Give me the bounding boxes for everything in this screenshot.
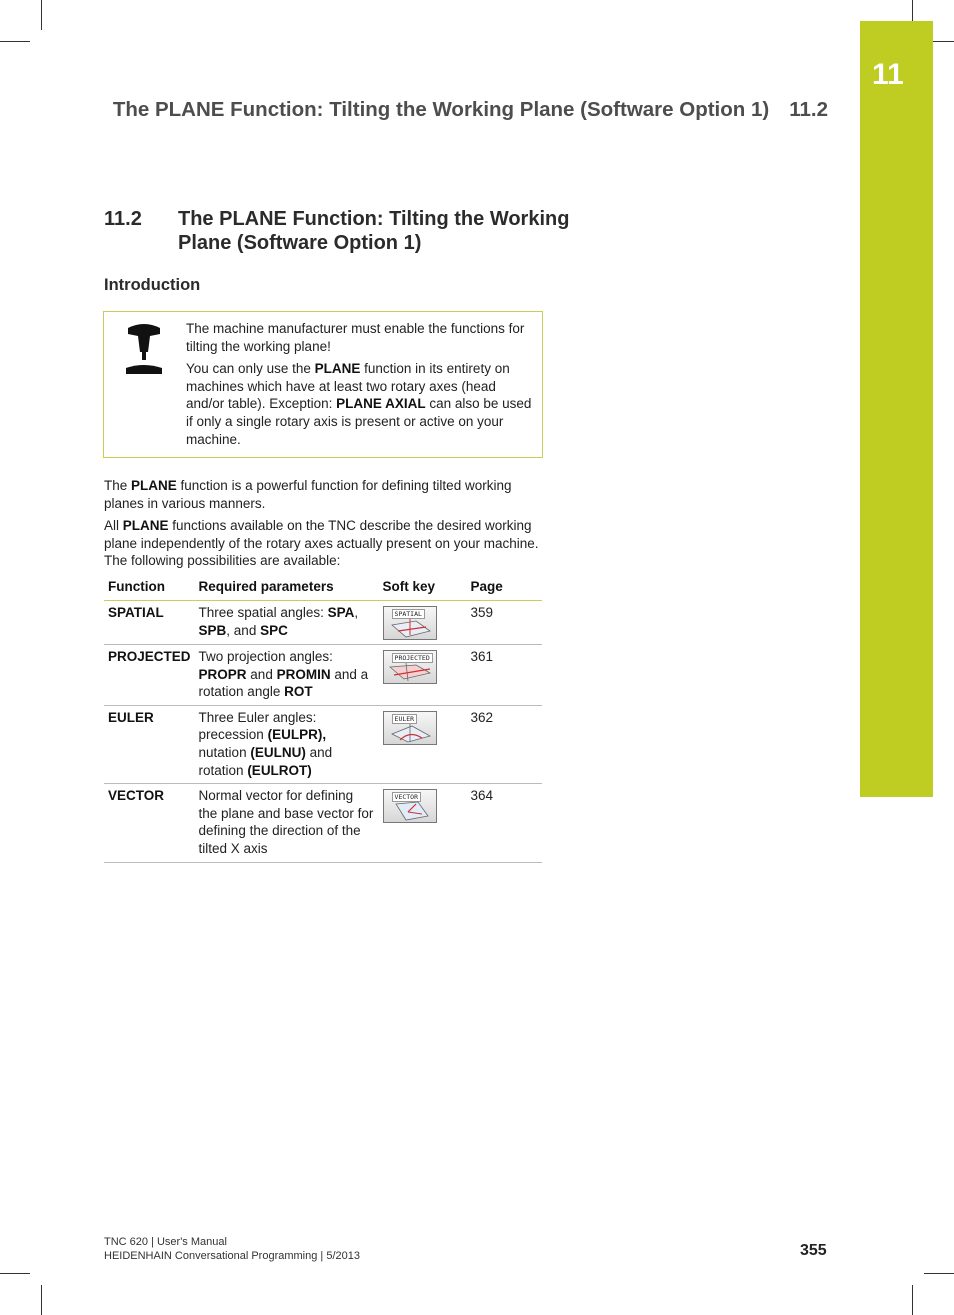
softkey-label: EULER <box>392 714 418 724</box>
text: functions available on the TNC describe the desired working plane independently of the rotary axes actually present on your machine. The following possibilities are available: <box>104 518 539 569</box>
running-head-title: The PLANE Function: Tilting the Working Plane (Software Option 1) <box>112 98 770 121</box>
text: Three Euler angles: precession <box>198 709 317 743</box>
tilted-plane-icon <box>386 722 434 744</box>
softkey-cell <box>379 601 467 645</box>
table-row <box>104 601 542 645</box>
text: , and <box>226 622 261 638</box>
text: function in its entirety on machines which have at least two rotary axes (head and/or table). Exception: <box>186 361 510 412</box>
softkey-cell <box>379 705 467 783</box>
required-parameters <box>195 601 379 645</box>
softkey-label: SPATIAL <box>392 609 425 619</box>
text: , <box>354 605 359 620</box>
footer <box>104 1235 360 1263</box>
running-head-section: 11.2 <box>789 98 828 121</box>
crop-mark <box>912 0 913 22</box>
keyword: SPB <box>198 622 227 638</box>
softkey-cell <box>379 645 467 706</box>
keyword: (EULROT) <box>247 762 312 778</box>
tilted-plane-icon <box>386 800 434 822</box>
softkey-projected[interactable] <box>383 650 437 684</box>
tilted-plane-icon <box>386 661 434 683</box>
text: can also be used if only a single rotary axis is present or active on your machine. <box>186 396 532 447</box>
text: Two projection angles: <box>198 649 333 664</box>
page-number: 355 <box>800 1242 827 1259</box>
footer-line-1: TNC 620 | User's Manual <box>104 1236 227 1248</box>
softkey-vector[interactable] <box>383 789 437 823</box>
required-parameters: Normal vector for defining the plane and base vector for defining the direction of the tilted X axis <box>195 784 379 862</box>
page-ref: 359 <box>467 601 542 645</box>
table-row <box>104 784 542 862</box>
header-page: Page <box>467 576 542 601</box>
running-head <box>113 98 828 122</box>
header-params: Required parameters <box>195 576 379 601</box>
note-paragraph-1: The machine manufacturer must enable the functions for tilting the working plane! <box>186 321 525 354</box>
text: All <box>104 518 123 534</box>
section-number: 11.2 <box>104 208 142 230</box>
header-function: Function <box>104 576 195 601</box>
table-header-row <box>104 576 542 601</box>
chapter-tab <box>860 21 933 797</box>
keyword: SPA <box>327 605 355 620</box>
crop-mark <box>912 1285 913 1315</box>
softkey-euler[interactable] <box>383 711 437 745</box>
softkey-cell <box>379 784 467 862</box>
plane-functions-table <box>104 576 542 863</box>
tilted-plane-icon <box>386 617 434 639</box>
body-paragraph-1 <box>104 477 542 512</box>
function-name: VECTOR <box>104 784 195 862</box>
keyword: PLANE <box>314 361 361 377</box>
crop-mark <box>0 41 30 42</box>
table-row <box>104 645 542 706</box>
section-title: The PLANE Function: Tilting the Working Plane (Software Option 1) <box>178 208 570 254</box>
body-text <box>104 477 542 575</box>
required-parameters <box>195 705 379 783</box>
text: and <box>246 666 277 682</box>
text: You can only use the <box>186 361 315 377</box>
page-ref: 362 <box>467 705 542 783</box>
function-name: SPATIAL <box>104 601 195 645</box>
text: nutation <box>198 744 251 760</box>
keyword: (EULNU) <box>250 744 306 760</box>
keyword: PROMIN <box>276 666 331 682</box>
crop-mark <box>41 1285 42 1315</box>
text: and a rotation angle <box>198 666 369 700</box>
header-softkey: Soft key <box>379 576 467 601</box>
keyword: PROPR <box>198 666 247 682</box>
page-ref: 364 <box>467 784 542 862</box>
page-ref: 361 <box>467 645 542 706</box>
softkey-label: PROJECTED <box>392 653 433 663</box>
function-name: PROJECTED <box>104 645 195 706</box>
text: and rotation <box>198 744 333 778</box>
crop-mark <box>924 1273 954 1274</box>
text: The <box>104 478 132 493</box>
function-name: EULER <box>104 705 195 783</box>
text: Three spatial angles: <box>198 605 328 620</box>
softkey-spatial[interactable] <box>383 606 437 640</box>
keyword: (EULPR), <box>267 727 327 743</box>
crop-mark <box>41 0 42 30</box>
note-paragraph-2 <box>186 360 536 448</box>
keyword: PLANE AXIAL <box>336 396 426 412</box>
crop-mark <box>0 1273 30 1274</box>
text: function is a powerful function for defining tilted working planes in various manners. <box>104 478 512 511</box>
keyword: PLANE <box>131 478 177 493</box>
keyword: ROT <box>284 684 313 700</box>
note-box <box>103 311 543 458</box>
softkey-label: VECTOR <box>392 792 421 802</box>
subheading: Introduction <box>104 276 201 294</box>
body-paragraph-2 <box>104 517 542 570</box>
keyword: PLANE <box>122 518 169 534</box>
required-parameters <box>195 645 379 706</box>
table-row <box>104 705 542 783</box>
machine-tool-icon <box>124 322 164 378</box>
note-text <box>186 320 536 453</box>
footer-line-2: HEIDENHAIN Conversational Programming | 5/2013 <box>104 1250 360 1262</box>
keyword: SPC <box>260 622 288 638</box>
chapter-tab-number: 11 <box>872 58 904 91</box>
